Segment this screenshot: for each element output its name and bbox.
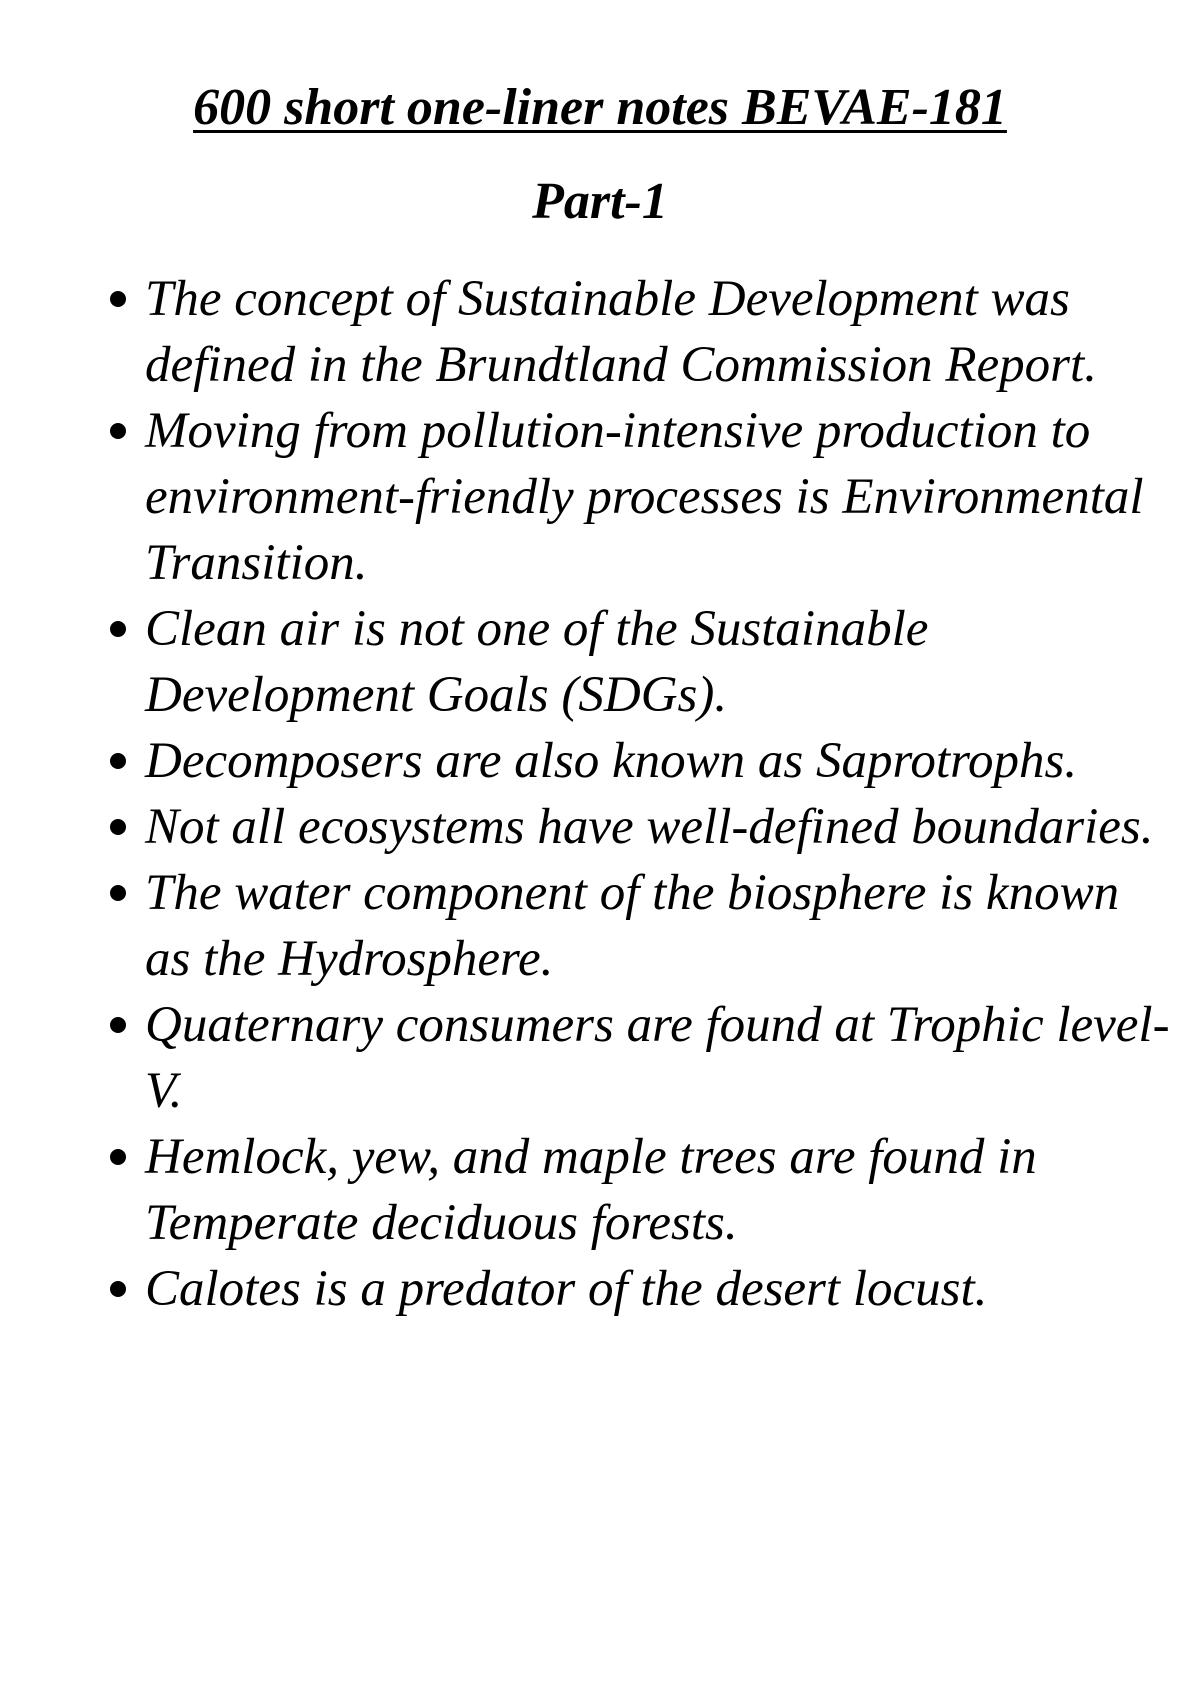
bullet-icon: [110, 819, 126, 835]
note-text: Hemlock, yew, and maple trees are found in Temperate deciduous forests.: [145, 1129, 1037, 1251]
part-heading: Part-1: [532, 173, 668, 230]
note-text: Quaternary consumers are found at Trophic level-V.: [145, 997, 1170, 1119]
bullet-icon: [110, 885, 126, 901]
notes-list: [110, 266, 1170, 1322]
document-title: 600 short one-liner notes BEVAE-181: [193, 79, 1007, 136]
bullet-icon: [110, 423, 126, 439]
bullet-icon: [110, 1149, 126, 1165]
note-item: [110, 1256, 1170, 1322]
note-item: [110, 794, 1170, 860]
note-item: [110, 398, 1170, 596]
note-item: [110, 266, 1170, 398]
bullet-icon: [110, 291, 126, 307]
note-text: The concept of Sustainable Development was defined in the Brundtland Commission Report.: [145, 271, 1097, 393]
note-text: Moving from pollution-intensive production to environment-friendly processes is Environmental Transition.: [145, 403, 1144, 591]
note-item: [110, 860, 1170, 992]
bullet-icon: [110, 621, 126, 637]
note-item: [110, 596, 1170, 728]
note-text: Decomposers are also known as Saprotrophs.: [145, 733, 1078, 789]
note-text: Calotes is a predator of the desert locust.: [145, 1261, 988, 1317]
note-item: [110, 728, 1170, 794]
note-item: [110, 992, 1170, 1124]
note-item: [110, 1124, 1170, 1256]
note-text: The water component of the biosphere is known as the Hydrosphere.: [145, 865, 1120, 987]
bullet-icon: [110, 1017, 126, 1033]
bullet-icon: [110, 1281, 126, 1297]
bullet-icon: [110, 753, 126, 769]
note-text: Clean air is not one of the Sustainable Development Goals (SDGs).: [145, 601, 929, 723]
note-text: Not all ecosystems have well-defined boundaries.: [145, 799, 1154, 855]
